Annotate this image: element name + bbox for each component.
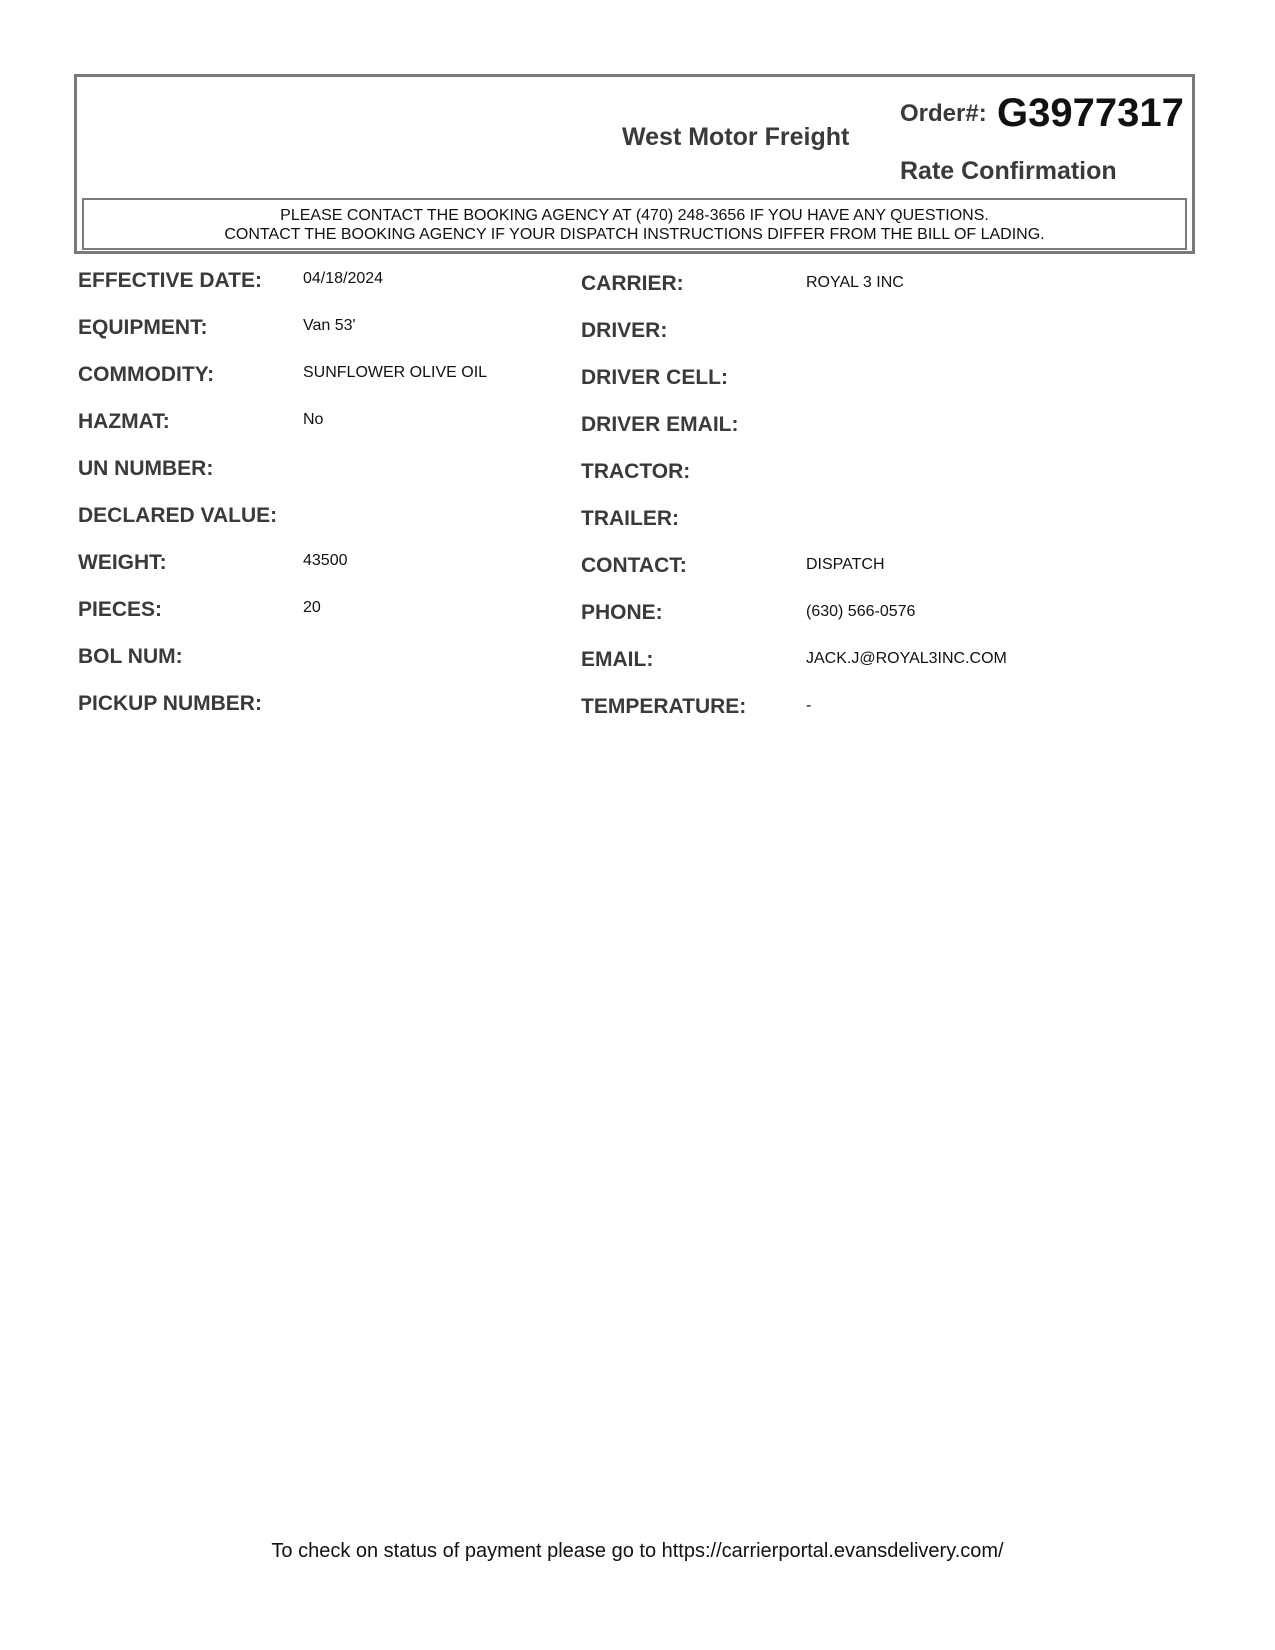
effective-date-value: 04/18/2024 [303, 270, 384, 287]
weight-value: 43500 [303, 552, 348, 569]
commodity-label: COMMODITY: [78, 363, 215, 386]
order-number: G3977317 [997, 91, 1184, 135]
weight-label: WEIGHT: [78, 551, 167, 574]
temperature-value: - [806, 697, 812, 714]
un-number-label: UN NUMBER: [78, 457, 214, 480]
document-title: Rate Confirmation [900, 157, 1117, 185]
equipment-value: Van 53' [303, 317, 356, 334]
hazmat-label: HAZMAT: [78, 410, 170, 433]
tractor-label: TRACTOR: [581, 460, 691, 483]
equipment-label: EQUIPMENT: [78, 316, 208, 339]
contact-value: DISPATCH [806, 556, 885, 573]
driver-label: DRIVER: [581, 319, 668, 342]
contact-label: CONTACT: [581, 554, 687, 577]
carrier-value: ROYAL 3 INC [806, 274, 904, 291]
pickup-number-label: PICKUP NUMBER: [78, 692, 262, 715]
order-label: Order#: [900, 100, 987, 127]
bol-num-label: BOL NUM: [78, 645, 183, 668]
notice-line-1: PLEASE CONTACT THE BOOKING AGENCY AT (470) 248-3656 IF YOU HAVE ANY QUESTIONS. [280, 207, 989, 224]
hazmat-value: No [303, 411, 324, 428]
pieces-value: 20 [303, 599, 321, 616]
company-name: West Motor Freight [622, 123, 850, 151]
payment-status-footer: To check on status of payment please go to https://carrierportal.evansdelivery.com/ [271, 1540, 1004, 1562]
declared-value-label: DECLARED VALUE: [78, 504, 278, 527]
effective-date-label: EFFECTIVE DATE: [78, 269, 262, 292]
notice-line-2: CONTACT THE BOOKING AGENCY IF YOUR DISPATCH INSTRUCTIONS DIFFER FROM THE BILL OF LADING. [224, 226, 1045, 243]
carrier-label: CARRIER: [581, 272, 684, 295]
trailer-label: TRAILER: [581, 507, 679, 530]
notice-box [82, 198, 1187, 250]
email-label: EMAIL: [581, 648, 654, 671]
commodity-value: SUNFLOWER OLIVE OIL [303, 364, 488, 381]
driver-cell-label: DRIVER CELL: [581, 366, 728, 389]
temperature-label: TEMPERATURE: [581, 695, 747, 718]
pieces-label: PIECES: [78, 598, 163, 621]
phone-label: PHONE: [581, 601, 663, 624]
driver-email-label: DRIVER EMAIL: [581, 413, 739, 436]
email-value: JACK.J@ROYAL3INC.COM [806, 650, 1007, 667]
header-box [74, 74, 1195, 254]
phone-value: (630) 566-0576 [806, 603, 916, 620]
